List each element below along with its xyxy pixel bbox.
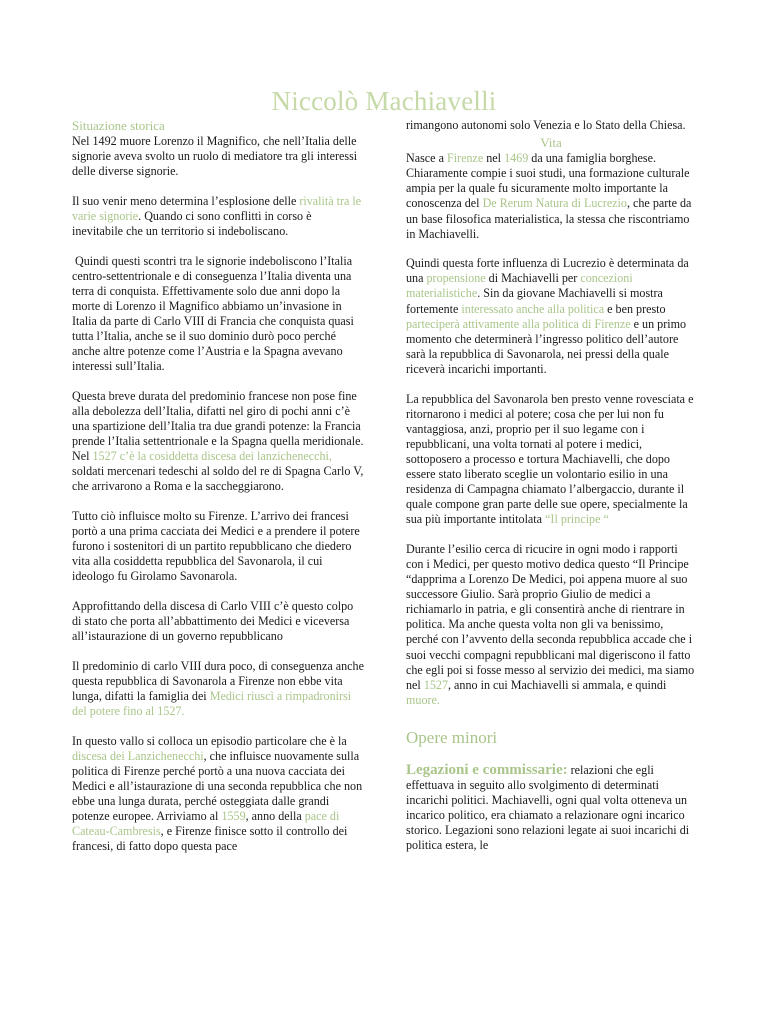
right-column xyxy=(406,118,696,868)
highlight-text: muore. xyxy=(406,692,440,707)
paragraph: Durante l’esilio cerca di ricucire in ogni modo i rapporti con i Medici, per questo motivo dedica questo “Il Principe “dapprima a Lorenzo De Medici, poi appena muore al suo successore Giulio. Sarà proprio Giulio de medici a richiamarlo in patria, e gli consentirà anche di rientrare in politica. Ma anche questa volta non gli va benissimo, perché con l’avvento della seconda repubblica accade che i suoi vecchi compagni repubblicani mal digeriscono il fatto che egli poi si fosse messo al servizio dei medici, ma siamo nel 1527, anno in cui Machiavelli si ammala, e quindi muore. xyxy=(406,541,695,707)
highlight-text: rivalità tra le varie signorie xyxy=(72,193,362,223)
paragraph: Nel 1492 muore Lorenzo il Magnifico, che nell’Italia delle signorie aveva svolto un ruolo di mediatore tra gli interessi delle diverse signorie. xyxy=(72,134,358,179)
section-heading-vita: Vita xyxy=(540,135,562,151)
paragraph: Tutto ciò influisce molto su Firenze. L’arrivo dei francesi portò a una prima cacciata dei Medici e a prendere il potere furono i sostenitori di un partito repubblicano che diedero vita alla cosiddetta repubblica del Savonarola, il cui ideologo fu Girolamo Savonarola. xyxy=(72,509,360,584)
highlight-text: Firenze xyxy=(446,151,484,166)
highlight-text: 1527 c’è la cosiddetta discesa dei lanzichenecchi, xyxy=(92,449,332,464)
highlight-text: propensione xyxy=(426,271,486,286)
paragraph: La repubblica del Savonarola ben presto venne rovesciata e ritornarono i medici al potere; cosa che per lui non fu vantaggiosa, anzi, proprio per il suo legame con i repubblicani, una volta tornati al potere i medici, sottoposero a processo e tortura Machiavelli, che dopo essere stato liberato sceglie un volontario esilio in una residenza di Campagna chiamato l’albergaccio, durante il quale compone gran parte delle sue opere, specialmente la sua più importante intitolata “Il principe “ xyxy=(406,391,694,527)
highlight-text: 1527 xyxy=(423,677,448,692)
page-title: Niccolò Machiavelli xyxy=(271,86,497,116)
paragraph: Quindi questa forte influenza di Lucrezio è determinata da una propensione di Machiavelli per concezioni materialistiche. Sin da giovane Machiavelli si mostra fortemente interessato anche alla politica e ben presto parteciperà attivamente alla politica di Firenze e un primo momento che determinerà l’ingresso politico dell’autore sarà la repubblica di Savonarola, nei pressi della quale riceverà incarichi importanti. xyxy=(406,256,689,376)
paragraph: Il predominio di carlo VIII dura poco, di conseguenza anche questa repubblica di Savonarola a Firenze non ebbe vita lunga, difatti la famiglia dei Medici riuscì a rimpadronirsi del potere fino al 1527. xyxy=(72,658,364,719)
paragraph: rimangono autonomi solo Venezia e lo Stato della Chiesa. xyxy=(406,118,686,132)
highlight-text: De Rerum Natura di Lucrezio xyxy=(482,196,627,211)
paragraph: Questa breve durata del predominio francese non pose fine alla debolezza dell’Italia, difatti nel giro di pochi anni c’è una spartizione dell’Italia tra due grandi potenze: la Francia prende l’Italia settentrionale e la Spagna quella meridionale. Nel 1527 c’è la cosiddetta discesa dei lanzichenecchi, soldati mercenari tedeschi al soldo del re di Spagna Carlo V, che arrivarono a Roma e la saccheggiarono. xyxy=(72,388,364,494)
paragraph: In questo vallo si colloca un episodio particolare che è la discesa dei Lanzichenecchi, che influisce nuovamente sulla politica di Firenze perché portò a una nuova cacciata dei Medici e all’istaurazione di una seconda repubblica che non ebbe una lunga durata, perché osteggiata dalle grandi potenze europee. Arriviamo al 1559, anno della pace di Cateau-Cambresis, e Firenze finisce sotto il controllo dei francesi, di fatto dopo questa pace xyxy=(72,733,363,854)
left-column xyxy=(72,118,364,869)
highlight-text: interessato anche alla politica xyxy=(461,301,605,316)
section-heading-opere-minori: Opere minori xyxy=(406,727,498,747)
paragraph: Approfittando della discesa di Carlo VIII c’è questo colpo di stato che porta all’abbattimento dei Medici e viceversa all’istaurazione di un governo repubblicano xyxy=(72,599,354,644)
highlight-text: parteciperà attivamente alla politica di Firenze xyxy=(406,316,631,331)
highlight-text: 1469 xyxy=(504,151,529,166)
highlight-text: Medici riuscì a rimpadronirsi del potere fino al 1527. xyxy=(72,689,352,719)
highlight-text: discesa dei Lanzichenecchi xyxy=(72,748,204,763)
subsection-title: Legazioni e commissarie: xyxy=(406,761,568,778)
highlight-text: pace di Cateau-Cambresis xyxy=(72,809,340,839)
section-heading-situazione: Situazione storica xyxy=(72,118,165,133)
paragraph: Quindi questi scontri tra le signorie indeboliscono l’Italia centro-settentrionale e di conseguenza l’Italia diventa una terra di conquista. Effettivamente solo due anni dopo la morte di Lorenzo il Magnifico abbiamo un’invasione in Italia da parte di Carlo VIII di Francia che conquista quasi tutta l’Italia, anche se il suo dominio durò poco perché anche altre potenze come l’Austria e la Spagna avevano interessi sull’Italia. xyxy=(72,253,357,374)
highlight-text: “Il principe “ xyxy=(545,512,609,527)
paragraph: Il suo venir meno determina l’esplosione delle rivalità tra le varie signorie. Quando ci sono conflitti in corso è inevitabile che un territorio si indeboliscano. xyxy=(72,193,362,239)
paragraph: Nasce a Firenze nel 1469 da una famiglia borghese. Chiaramente compie i suoi studi, una formazione culturale ampia per la quale fu sicuramente molto importante la conoscenza del De Rerum Natura di Lucrezio, che parte da un base filosofica materialistica, la stessa che riscontriamo in Machiavelli. xyxy=(406,151,692,241)
highlight-text: 1559 xyxy=(221,809,246,824)
highlight-text: concezioni materialistiche xyxy=(406,271,633,301)
paragraph: Legazioni e commissarie: relazioni che egli effettuava in seguito allo svolgimento di determinati incarichi politici. Machiavelli, ogni qual volta otteneva un incarico politico, era chiamato a relazionare ogni incarico storico. Legazioni sono relazioni legate ai suoi incarichi di politica estera, le xyxy=(406,761,690,853)
